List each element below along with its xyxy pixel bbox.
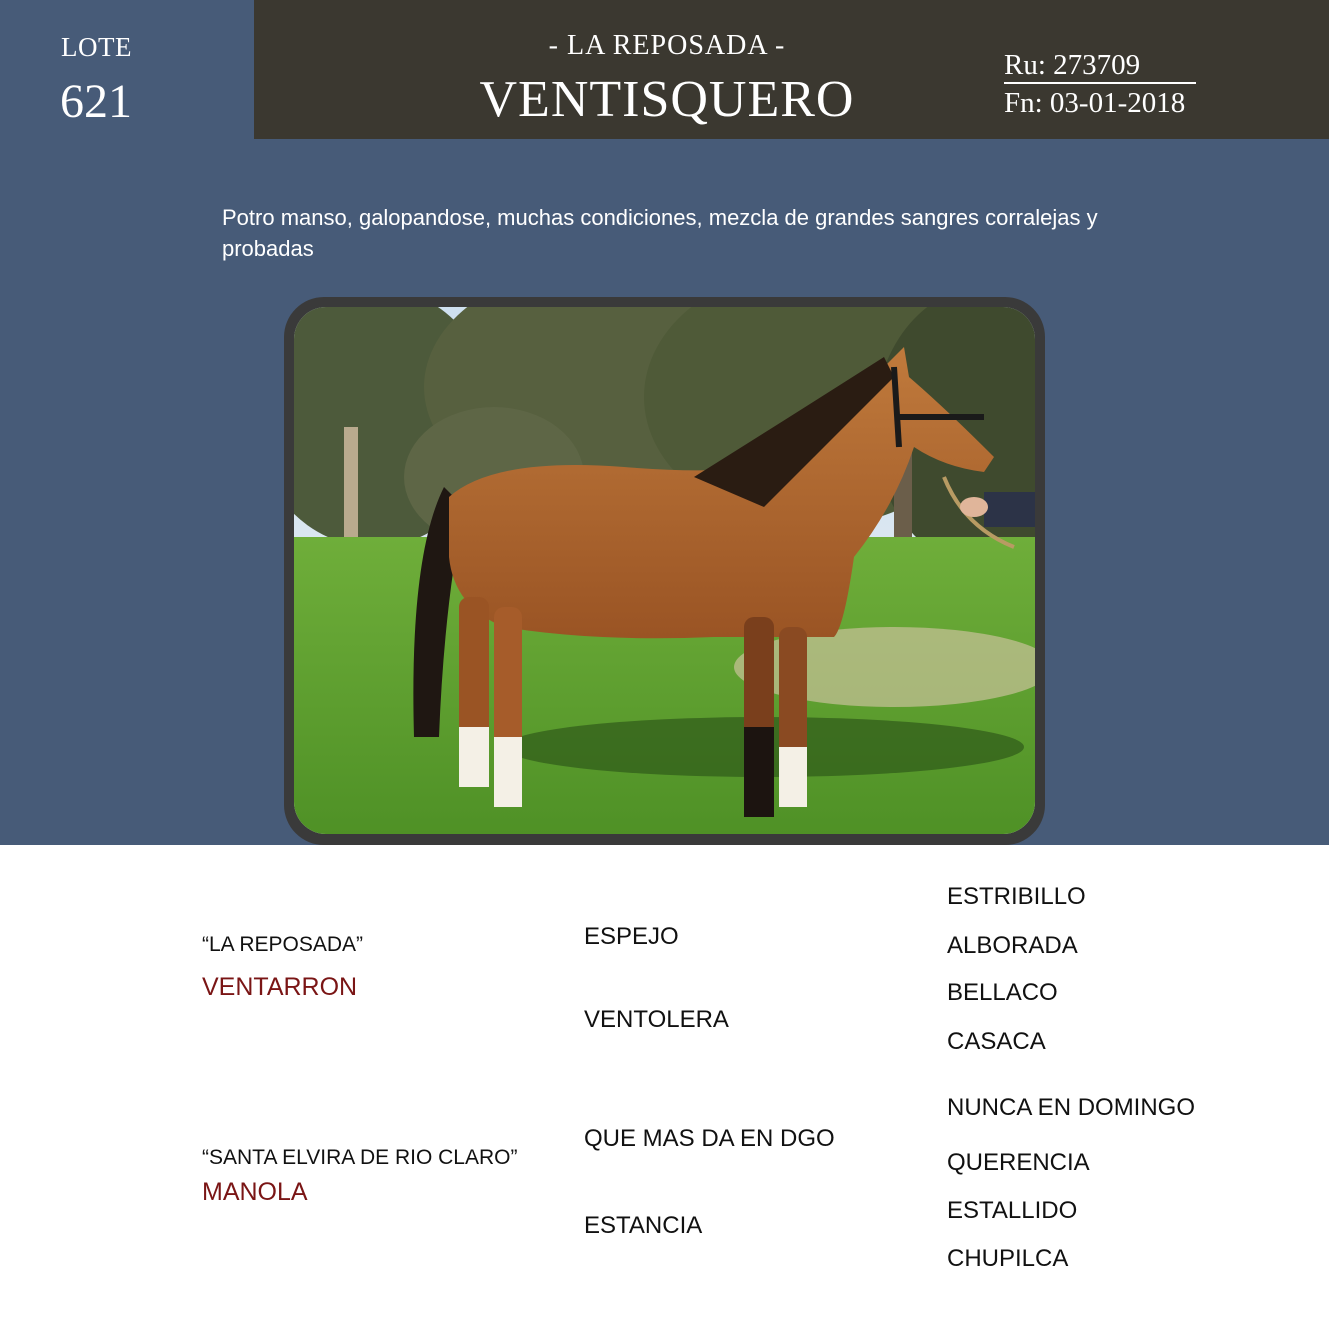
breeder-name: - LA REPOSADA - xyxy=(548,30,786,61)
great-grandparent-name: CHUPILCA xyxy=(947,1245,1069,1272)
sire-name: VENTARRON xyxy=(202,973,358,1001)
horse-name: VENTISQUERO xyxy=(479,71,855,128)
lot-number: 621 xyxy=(60,75,132,128)
grandparent-name: ESPEJO xyxy=(584,923,679,950)
lot-box xyxy=(0,0,254,139)
great-grandparent-name: NUNCA EN DOMINGO xyxy=(947,1094,1196,1121)
dam-breeder: “SANTA ELVIRA DE RIO CLARO” xyxy=(202,1146,518,1169)
photo-frame xyxy=(284,297,1045,845)
great-grandparent-name: BELLACO xyxy=(947,979,1058,1006)
sire-breeder: “LA REPOSADA” xyxy=(202,933,364,956)
lot-label: LOTE xyxy=(61,32,132,62)
grandparent-name: ESTANCIA xyxy=(584,1212,703,1239)
horse-photo xyxy=(294,307,1035,834)
great-grandparent-name: ALBORADA xyxy=(947,932,1078,959)
great-grandparent-name: ESTALLIDO xyxy=(947,1197,1078,1224)
grandparent-name: QUE MAS DA EN DGO xyxy=(584,1125,835,1152)
great-grandparent-name: QUERENCIA xyxy=(947,1149,1090,1176)
header-bar xyxy=(254,0,1329,139)
birth-date: Fn: 03-01-2018 xyxy=(1004,87,1186,119)
registration-number: Ru: 273709 xyxy=(1004,48,1196,84)
dam-name: MANOLA xyxy=(202,1178,308,1206)
horse-description: Potro manso, galopandose, muchas condiciones, mezcla de grandes sangres corralejas y probadas xyxy=(222,205,1098,261)
great-grandparent-name: CASACA xyxy=(947,1028,1046,1055)
great-grandparent-name: ESTRIBILLO xyxy=(947,883,1086,910)
grandparent-name: VENTOLERA xyxy=(584,1006,729,1033)
